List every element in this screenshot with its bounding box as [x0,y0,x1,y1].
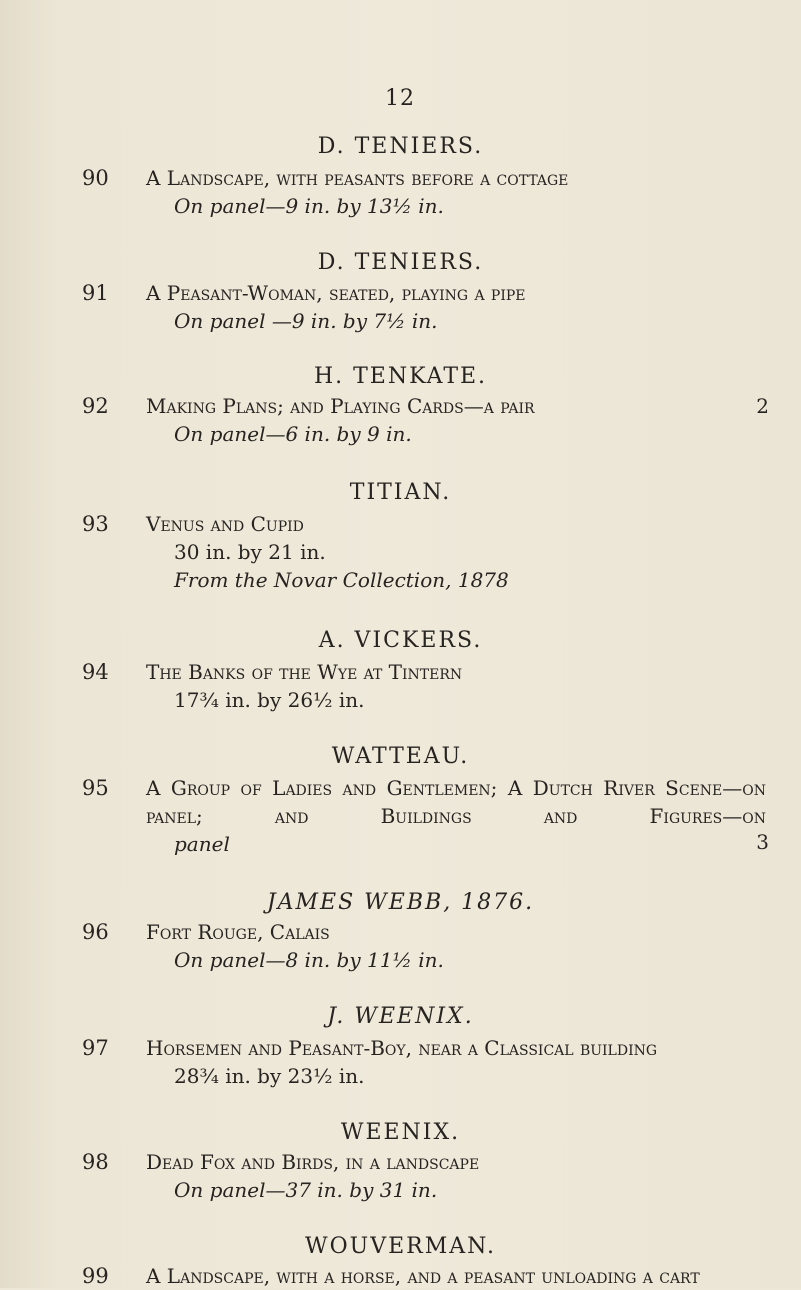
lot-title: A Landscape, with a horse, and a peasant unloading a cart [146,1264,700,1288]
lot-detail: 30 in. by 21 in. [174,540,326,564]
lot-artist: WATTEAU. [331,744,470,769]
lot-number: 95 [82,776,109,800]
lot-detail: 17¾ in. by 26½ in. [174,688,365,712]
lot-detail: On panel—9 in. by 13½ in. [174,194,444,218]
lot-number: 96 [82,920,109,944]
lot-title: The Banks of the Wye at Tintern [146,660,463,684]
lot-artist: WOUVERMAN. [305,1234,496,1259]
lot-artist: D. TENIERS. [317,134,484,159]
lot-number: 99 [82,1264,109,1288]
lot-detail: 28¾ in. by 23½ in. [174,1064,365,1088]
lot-artist: D. TENIERS. [317,250,484,275]
lot-number: 97 [82,1036,109,1060]
lot-number: 94 [82,660,109,684]
lot-detail: On panel —9 in. by 7½ in. [174,309,438,333]
lot-artist: H. TENKATE. [313,364,488,389]
lot-artist: J. WEENIX. [327,1004,474,1029]
lot-title: Dead Fox and Birds, in a landscape [146,1150,480,1174]
lot-title: Fort Rouge, Calais [146,920,330,944]
lot-number: 92 [82,394,109,418]
lot-artist: JAMES WEBB, 1876. [266,890,535,915]
lot-title: Horsemen and Peasant-Boy, near a Classical building [146,1036,658,1060]
page-number: 12 [385,86,415,111]
lot-provenance: From the Novar Collection, 1878 [174,568,509,592]
lot-number: 98 [82,1150,109,1174]
lot-number: 90 [82,166,109,190]
lot-detail: On panel—6 in. by 9 in. [174,422,412,446]
lot-artist: TITIAN. [349,480,452,505]
lot-detail: On panel—8 in. by 11½ in. [174,948,444,972]
lot-title: A Landscape, with peasants before a cottage [146,166,569,190]
lot-title: Making Plans; and Playing Cards—a pair [146,394,535,418]
lot-detail: panel [174,832,230,856]
lot-artist: A. VICKERS. [318,628,483,653]
lot-detail: On panel—37 in. by 31 in. [174,1178,438,1202]
lot-number: 93 [82,512,109,536]
lot-title: A Group of Ladies and Gentlemen; A Dutch River Scene—on panel; and Buildings and Figures—on [146,776,766,828]
lot-title: A Peasant-Woman, seated, playing a pipe [146,281,526,305]
lot-number: 91 [82,281,109,305]
lot-title: Venus and Cupid [146,512,304,536]
lot-quantity: 2 [756,394,769,418]
lot-quantity: 3 [756,830,769,854]
lot-artist: WEENIX. [340,1120,461,1145]
